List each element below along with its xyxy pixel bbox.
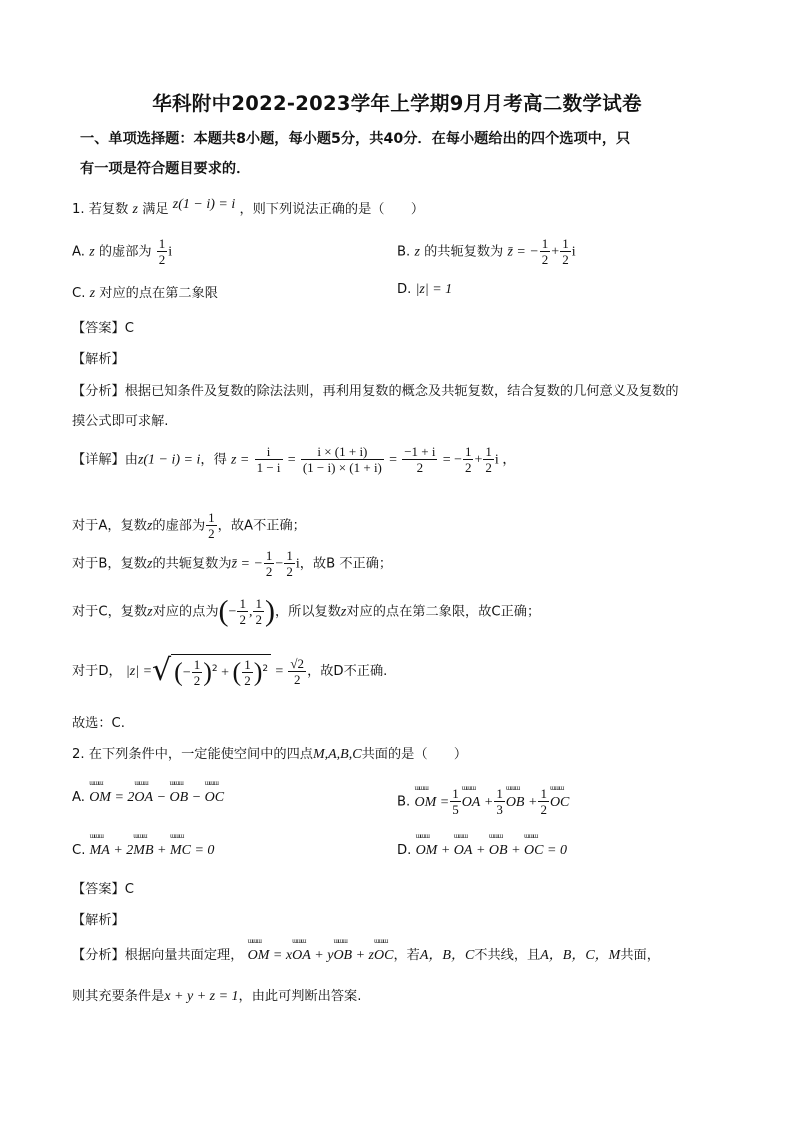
q1-answer: 【答案】C (72, 321, 134, 336)
section-heading (80, 124, 720, 184)
section-heading-line1: 一、单项选择题：本题共8小题，每小题5分，共40分．在每小题给出的四个选项中，只 (80, 131, 631, 147)
q2-answer: 【答案】C (72, 882, 134, 897)
q1-for-a: 对于A，复数z的虚部为 $\frac{1}{2}$ ，故A不正确； (72, 510, 306, 541)
q1-choose: 故选：C. (72, 716, 125, 731)
q1-for-c: 对于C，复数z对应的点为(− $\frac{1}{2}$ , $\frac{1}{2}$ )，所以复数z对应的点在第二象限，故C正确； (72, 594, 541, 628)
q1-fenxi-line1: 【分析】根据已知条件及复数的除法法则，再利用复数的概念及共轭复数，结合复数的几何意义及复数的 (72, 384, 679, 399)
q1-for-b: 对于B，复数z的共轭复数为z̄ = − $\frac{1}{2}$ − $\frac{1}{2}$ i，故B 不正确； (72, 548, 393, 579)
page-title: 华科附中2022-2023学年上学期9月月考高二数学试卷 (152, 92, 642, 115)
q1-detail: 【详解】由z(1 − i) = i，得 z = $\frac{i}{1 - i}$ = $\frac{i \times (1 + i)}{(1 - i) \times (1 + i)}$ = $\frac{-1 + i}{2}$ = − $\frac{1}{2}$ + $\frac{1}{2}$ i ， (72, 444, 517, 475)
q1-option-a: A. z 的虚部为 $\frac{1}{2}$ i (72, 236, 173, 267)
q1-analysis-tag: 【解析】 (72, 352, 125, 367)
q2-analysis-tag: 【解析】 (72, 913, 125, 928)
q2-option-c: C. ɯɯɯ MA + 2ɯɯɯ MB + ɯɯɯ MC = 0 (72, 843, 214, 859)
q2-fenxi: 【分析】根据向量共面定理， ɯɯɯ OM = xɯɯɯ OA + yɯɯɯ OB + zɯɯɯ OC，若A，B，C不共线，且A，B，C，M共面， (72, 944, 660, 964)
q2-fenxi-line2: 则其充要条件是x + y + z = 1，由此可判断出答案. (72, 989, 362, 1004)
q1-option-d: D. |z| = 1 (397, 282, 453, 297)
q2-option-a: A. ɯɯɯ OM = 2ɯɯɯ OA − ɯɯɯ OB − ɯɯɯ OC (72, 790, 224, 806)
q2-option-d: D. ɯɯɯ OM + ɯɯɯ OA + ɯɯɯ OB + ɯɯɯ OC = 0 (397, 843, 567, 859)
q1-for-d: 对于D， |z| =√ (− $\frac{1}{2}$ )$^2$ + ( $\frac{1}{2}$ )$^2$ = $\frac{√2}{2}$ ，故D不正确. (72, 653, 388, 688)
q1-option-c: C. z 对应的点在第二象限 (72, 286, 218, 301)
q1-fenxi-line2: 摸公式即可求解. (72, 414, 169, 429)
q2-option-b: B. ɯɯɯ OM = $\frac{1}{5}$ ɯɯɯ OA + $\frac{1}{3}$ ɯɯɯ OB + $\frac{1}{2}$ ɯɯɯ OC (397, 786, 569, 817)
q2-stem: 2. 在下列条件中，一定能使空间中的四点M,A,B,C共面的是（ ） (72, 747, 468, 762)
section-heading-line2: 有一项是符合题目要求的． (80, 161, 251, 177)
q1-option-b: B. z 的共轭复数为 z̄ = − $\frac{1}{2}$ + $\frac{1}{2}$ i (397, 236, 576, 267)
q1-stem: 1. 若复数 z 满足 z(1 − i) = i ，则下列说法正确的是（ ） (72, 197, 425, 217)
